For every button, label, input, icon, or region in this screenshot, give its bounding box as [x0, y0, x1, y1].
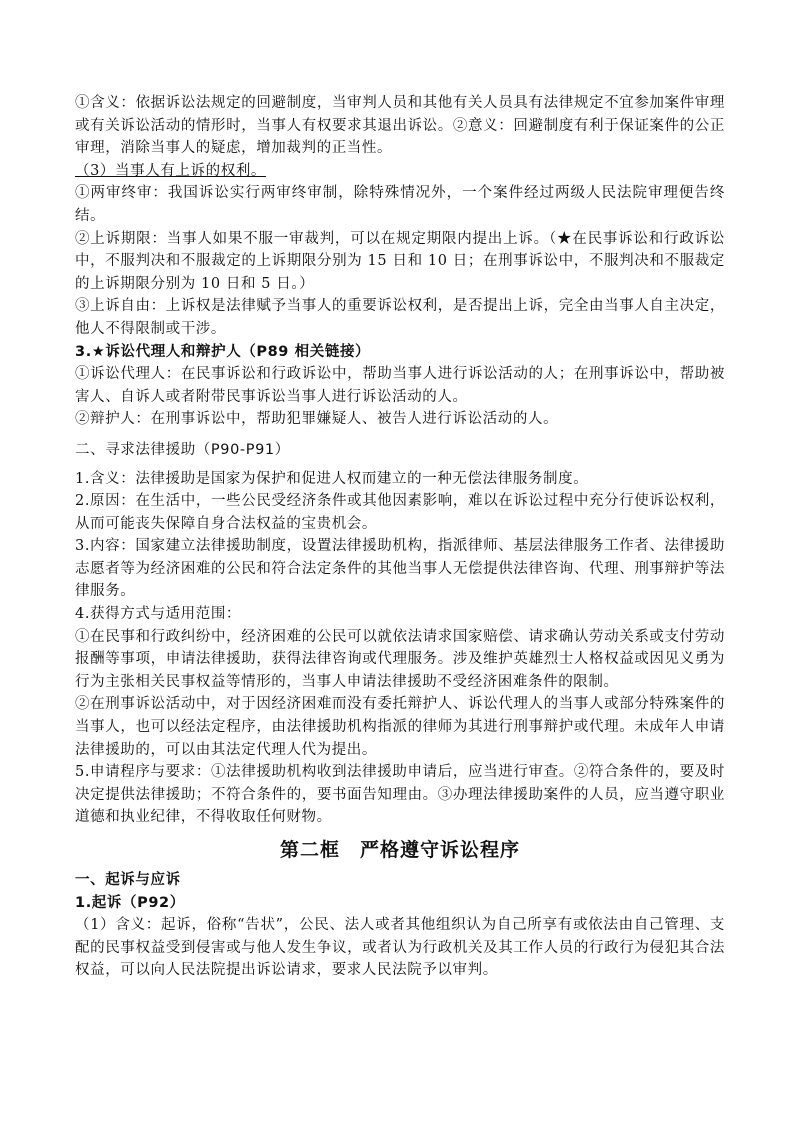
legal-aid-scope-heading: 4.获得方式与适用范围： [75, 606, 242, 623]
appeal-right-heading: （3）当事人有上诉的权利。 [75, 162, 267, 179]
recusal-paragraph: ①含义：依据诉讼法规定的回避制度，当审判人员和其他有关人员具有法律规定不宜参加案件审理或有关诉讼活动的情形时，当事人有权要求其退出诉讼。②意义：回避制度有利于保证案件的公正审理，消除当事人的疑虑，增加裁判的正当性。 [75, 95, 725, 157]
prosecution-response-heading: 一、起诉与应诉 [75, 872, 181, 888]
defender-paragraph: ②辩护人：在刑事诉讼中，帮助犯罪嫌疑人、被告人进行诉讼活动的人。 [75, 411, 559, 428]
litigation-agent-paragraph: ①诉讼代理人：在民事诉讼和行政诉讼中，帮助当事人进行诉讼活动的人；在刑事诉讼中，帮助被害人、自诉人或者附带民事诉讼当事人进行诉讼活动的人。 [75, 366, 725, 405]
document-page [75, 92, 725, 982]
two-instance-paragraph: ①两审终审：我国诉讼实行两审终审制，除特殊情况外，一个案件经过两级人民法院审理便告终结。 [75, 185, 725, 224]
appeal-period-paragraph: ②上诉期限：当事人如果不服一审裁判，可以在规定期限内提出上诉。（★在民事诉讼和行政诉讼中，不服判决和不服裁定的上诉期限分别为 15 日和 10 日；在刑事诉讼中，不服判决和不服裁定的上诉期限分别为 10 日和 5 日。） [75, 230, 725, 292]
prosecution-definition: （1）含义：起诉，俗称“告状”，公民、法人或者其他组织认为自己所享有或依法由自己管理、支配的民事权益受到侵害或与他人发生争议，或者认为行政机关及其工作人员的行政行为侵犯其合法权益，可以向人民法院提出诉讼请求，要求人民法院予以审判。 [75, 917, 725, 979]
legal-aid-civil-scope: ①在民事和行政纠纷中，经济困难的公民可以就依法请求国家赔偿、请求确认劳动关系或支付劳动报酬等事项，申请法律援助，获得法律咨询或代理服务。涉及维护英雄烈士人格权益或因见义勇为行为主张相关民事权益等情形的，当事人申请法律援助不受经济困难条件的限制。 [75, 628, 725, 690]
prosecution-subheading: 1.起诉（P92） [75, 894, 185, 911]
legal-aid-criminal-scope: ②在刑事诉讼活动中，对于因经济困难而没有委托辩护人、诉讼代理人的当事人或部分特殊案件的当事人，也可以经法定程序，由法律援助机构指派的律师为其进行刑事辩护或代理。未成年人申请法律援助的，可以由其法定代理人代为提出。 [75, 696, 725, 758]
legal-aid-definition: 1.含义：法律援助是国家为保护和促进人权而建立的一种无偿法律服务制度。 [75, 470, 589, 487]
legal-aid-heading: 二、寻求法律援助（P90-P91） [75, 441, 290, 458]
legal-aid-content: 3.内容：国家建立法律援助制度，设置法律援助机构，指派律师、基层法律服务工作者、法律援助志愿者等为经济困难的公民和符合法定条件的其他当事人无偿提供法律咨询、代理、刑事辩护等法律服务。 [75, 538, 725, 600]
appeal-freedom-paragraph: ③上诉自由：上诉权是法律赋予当事人的重要诉讼权利，是否提出上诉，完全由当事人自主决定，他人不得限制或干涉。 [75, 298, 725, 337]
agent-defender-heading: 3.★诉讼代理人和辩护人（P89 相关链接） [75, 343, 371, 360]
legal-aid-reason: 2.原因：在生活中，一些公民受经济条件或其他因素影响，难以在诉讼过程中充分行使诉讼权利，从而可能丧失保障自身合法权益的宝贵机会。 [75, 493, 725, 532]
legal-aid-procedure: 5.申请程序与要求：①法律援助机构收到法律援助申请后，应当进行审查。②符合条件的，要及时决定提供法律援助；不符合条件的，要书面告知理由。③办理法律援助案件的人员，应当遵守职业道德和执业纪律，不得收取任何财物。 [75, 764, 725, 826]
frame-two-title: 第二框 严格遵守诉讼程序 [279, 839, 520, 861]
